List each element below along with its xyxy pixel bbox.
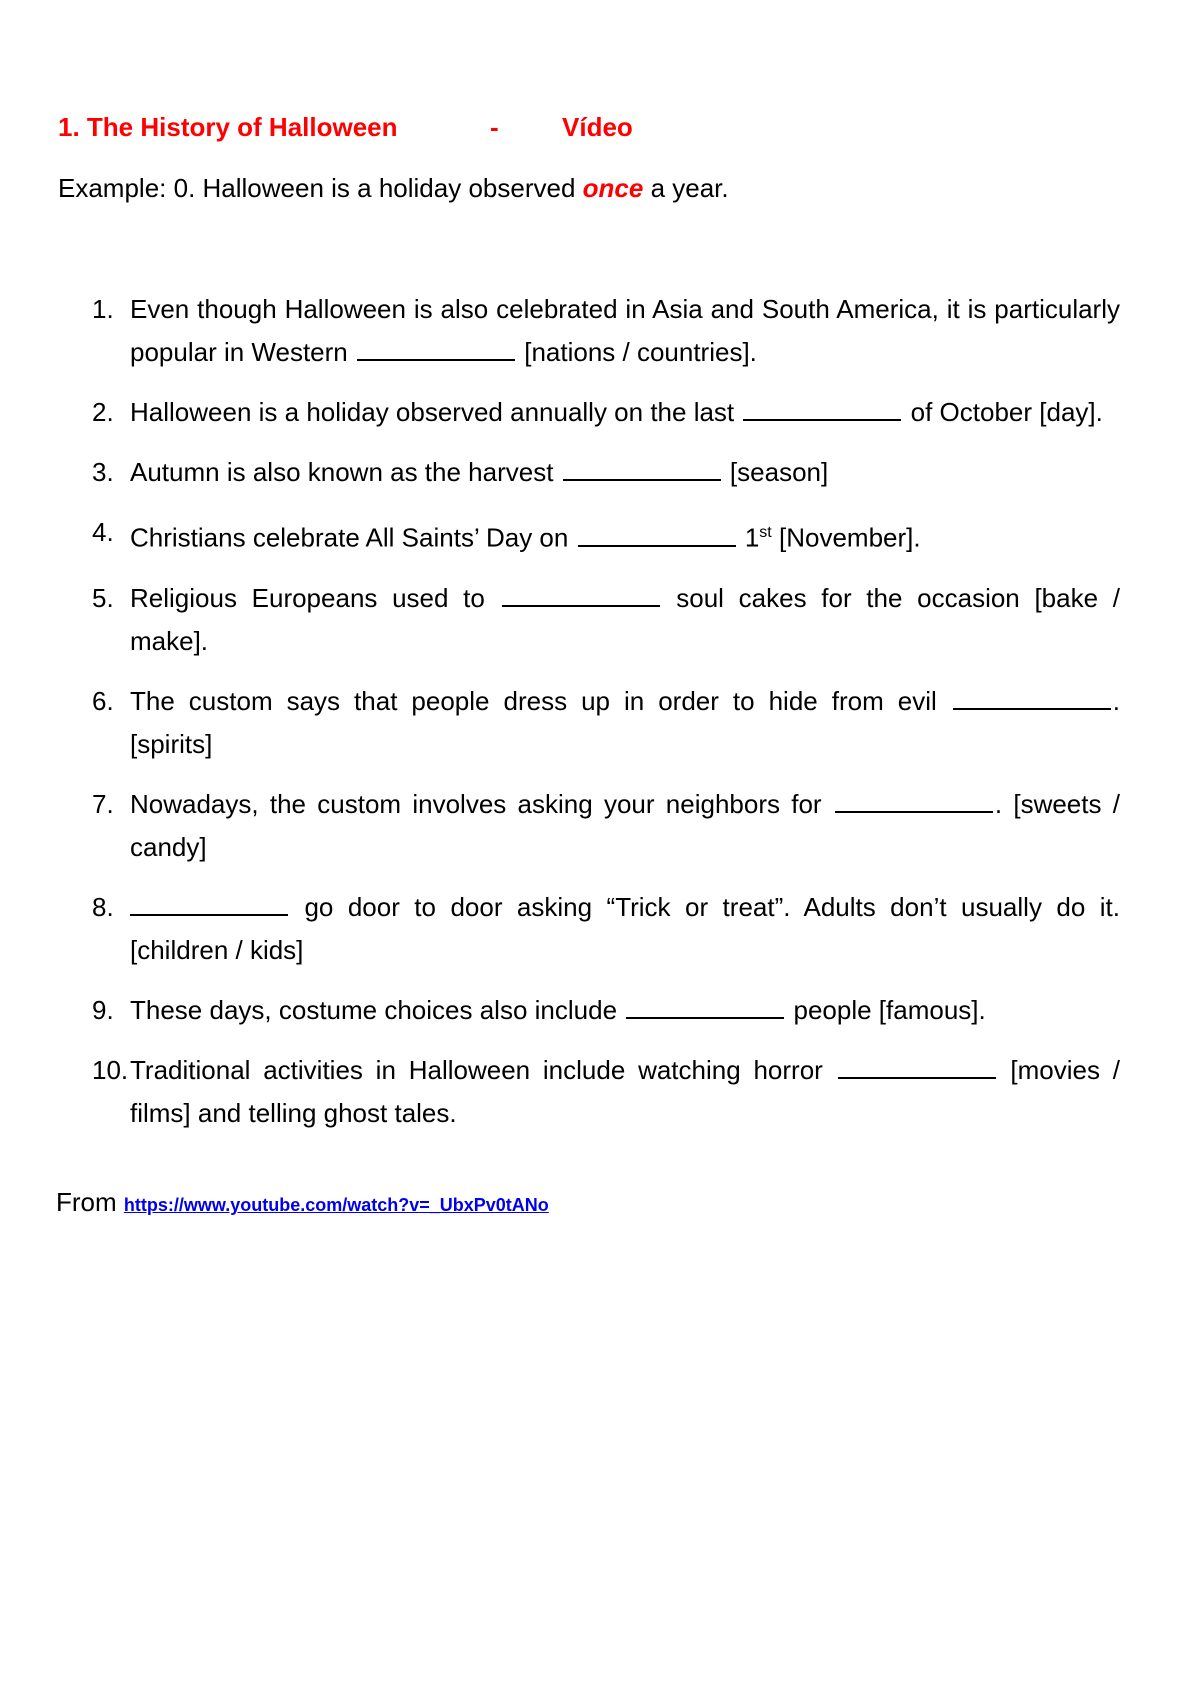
question-item	[58, 783, 1120, 869]
question-item	[58, 391, 1120, 434]
question-number: 8.	[92, 891, 114, 922]
question-text-after-2: [November].	[778, 522, 921, 553]
example-prefix: Example: 0. Halloween is a holiday observed	[58, 173, 576, 203]
example-sentence	[58, 173, 729, 204]
question-text-before: Religious Europeans used to	[130, 582, 485, 613]
question-text-after: . [spirits]	[130, 685, 1120, 759]
question-item	[58, 577, 1120, 663]
question-text-after: [movies / films] and telling ghost tales.	[130, 1054, 1120, 1128]
question-text-before: Traditional activities in Halloween include watching horror	[130, 1054, 823, 1085]
question-text-after: go door to door asking “Trick or treat”. Adults don’t usually do it. [children / kids]	[130, 891, 1120, 965]
question-item	[58, 451, 1120, 494]
ordinal-suffix: st	[759, 524, 772, 541]
question-text-before: Nowadays, the custom involves asking your neighbors for	[130, 788, 822, 819]
worksheet-title	[58, 112, 633, 143]
question-number: 5.	[92, 582, 114, 613]
source-label: From	[56, 1187, 117, 1217]
answer-blank[interactable]	[357, 333, 515, 361]
question-list	[58, 288, 1120, 1152]
answer-blank[interactable]	[626, 991, 784, 1019]
question-number: 3.	[92, 457, 114, 487]
answer-blank[interactable]	[130, 888, 288, 916]
title-text: 1. The History of Halloween	[58, 112, 398, 142]
question-text-before: Halloween is a holiday observed annually on the last	[130, 397, 735, 427]
answer-blank[interactable]	[953, 682, 1111, 710]
question-text-before: Christians celebrate All Saints’ Day on	[130, 522, 569, 553]
question-item	[58, 1049, 1120, 1135]
question-item	[58, 288, 1120, 374]
example-suffix: a year.	[650, 173, 729, 203]
source-line	[56, 1187, 549, 1218]
question-item	[58, 989, 1120, 1032]
question-text-after: [nations / countries].	[524, 337, 757, 367]
question-number: 10.	[92, 1054, 129, 1085]
answer-blank[interactable]	[838, 1051, 996, 1079]
question-text-after: of October [day].	[910, 397, 1103, 427]
question-text-before: These days, costume choices also include	[130, 994, 618, 1025]
question-number: 7.	[92, 788, 114, 819]
question-text-before: Autumn is also known as the harvest	[130, 457, 554, 487]
question-number: 9.	[92, 994, 114, 1025]
question-text-after: soul cakes for the occasion [bake / make].	[130, 582, 1120, 656]
question-item	[58, 886, 1120, 972]
answer-blank[interactable]	[578, 519, 736, 547]
question-number: 2.	[92, 397, 114, 427]
title-dash: -	[490, 112, 499, 142]
question-number: 4.	[92, 517, 114, 547]
answer-blank[interactable]	[743, 393, 901, 421]
source-link[interactable]: https://www.youtube.com/watch?v=_UbxPv0tANo	[123, 1195, 549, 1215]
question-text-before: The custom says that people dress up in order to hide from evil	[130, 685, 937, 716]
question-text-after: [season]	[729, 457, 829, 487]
title-video-label: Vídeo	[562, 112, 633, 142]
example-keyword: once	[582, 173, 644, 203]
question-text-after: 1	[744, 522, 760, 553]
answer-blank[interactable]	[563, 453, 721, 481]
question-text-after: . [sweets / candy]	[130, 788, 1120, 862]
answer-blank[interactable]	[502, 579, 660, 607]
question-text-before: Even though Halloween is also celebrated in Asia and South America, it is particularly popular in Western	[130, 294, 1120, 367]
answer-blank[interactable]	[835, 785, 993, 813]
question-number: 1.	[92, 294, 114, 324]
question-text-after: people [famous].	[793, 994, 986, 1025]
question-number: 6.	[92, 685, 114, 716]
question-item	[58, 680, 1120, 766]
question-item	[58, 511, 1120, 560]
